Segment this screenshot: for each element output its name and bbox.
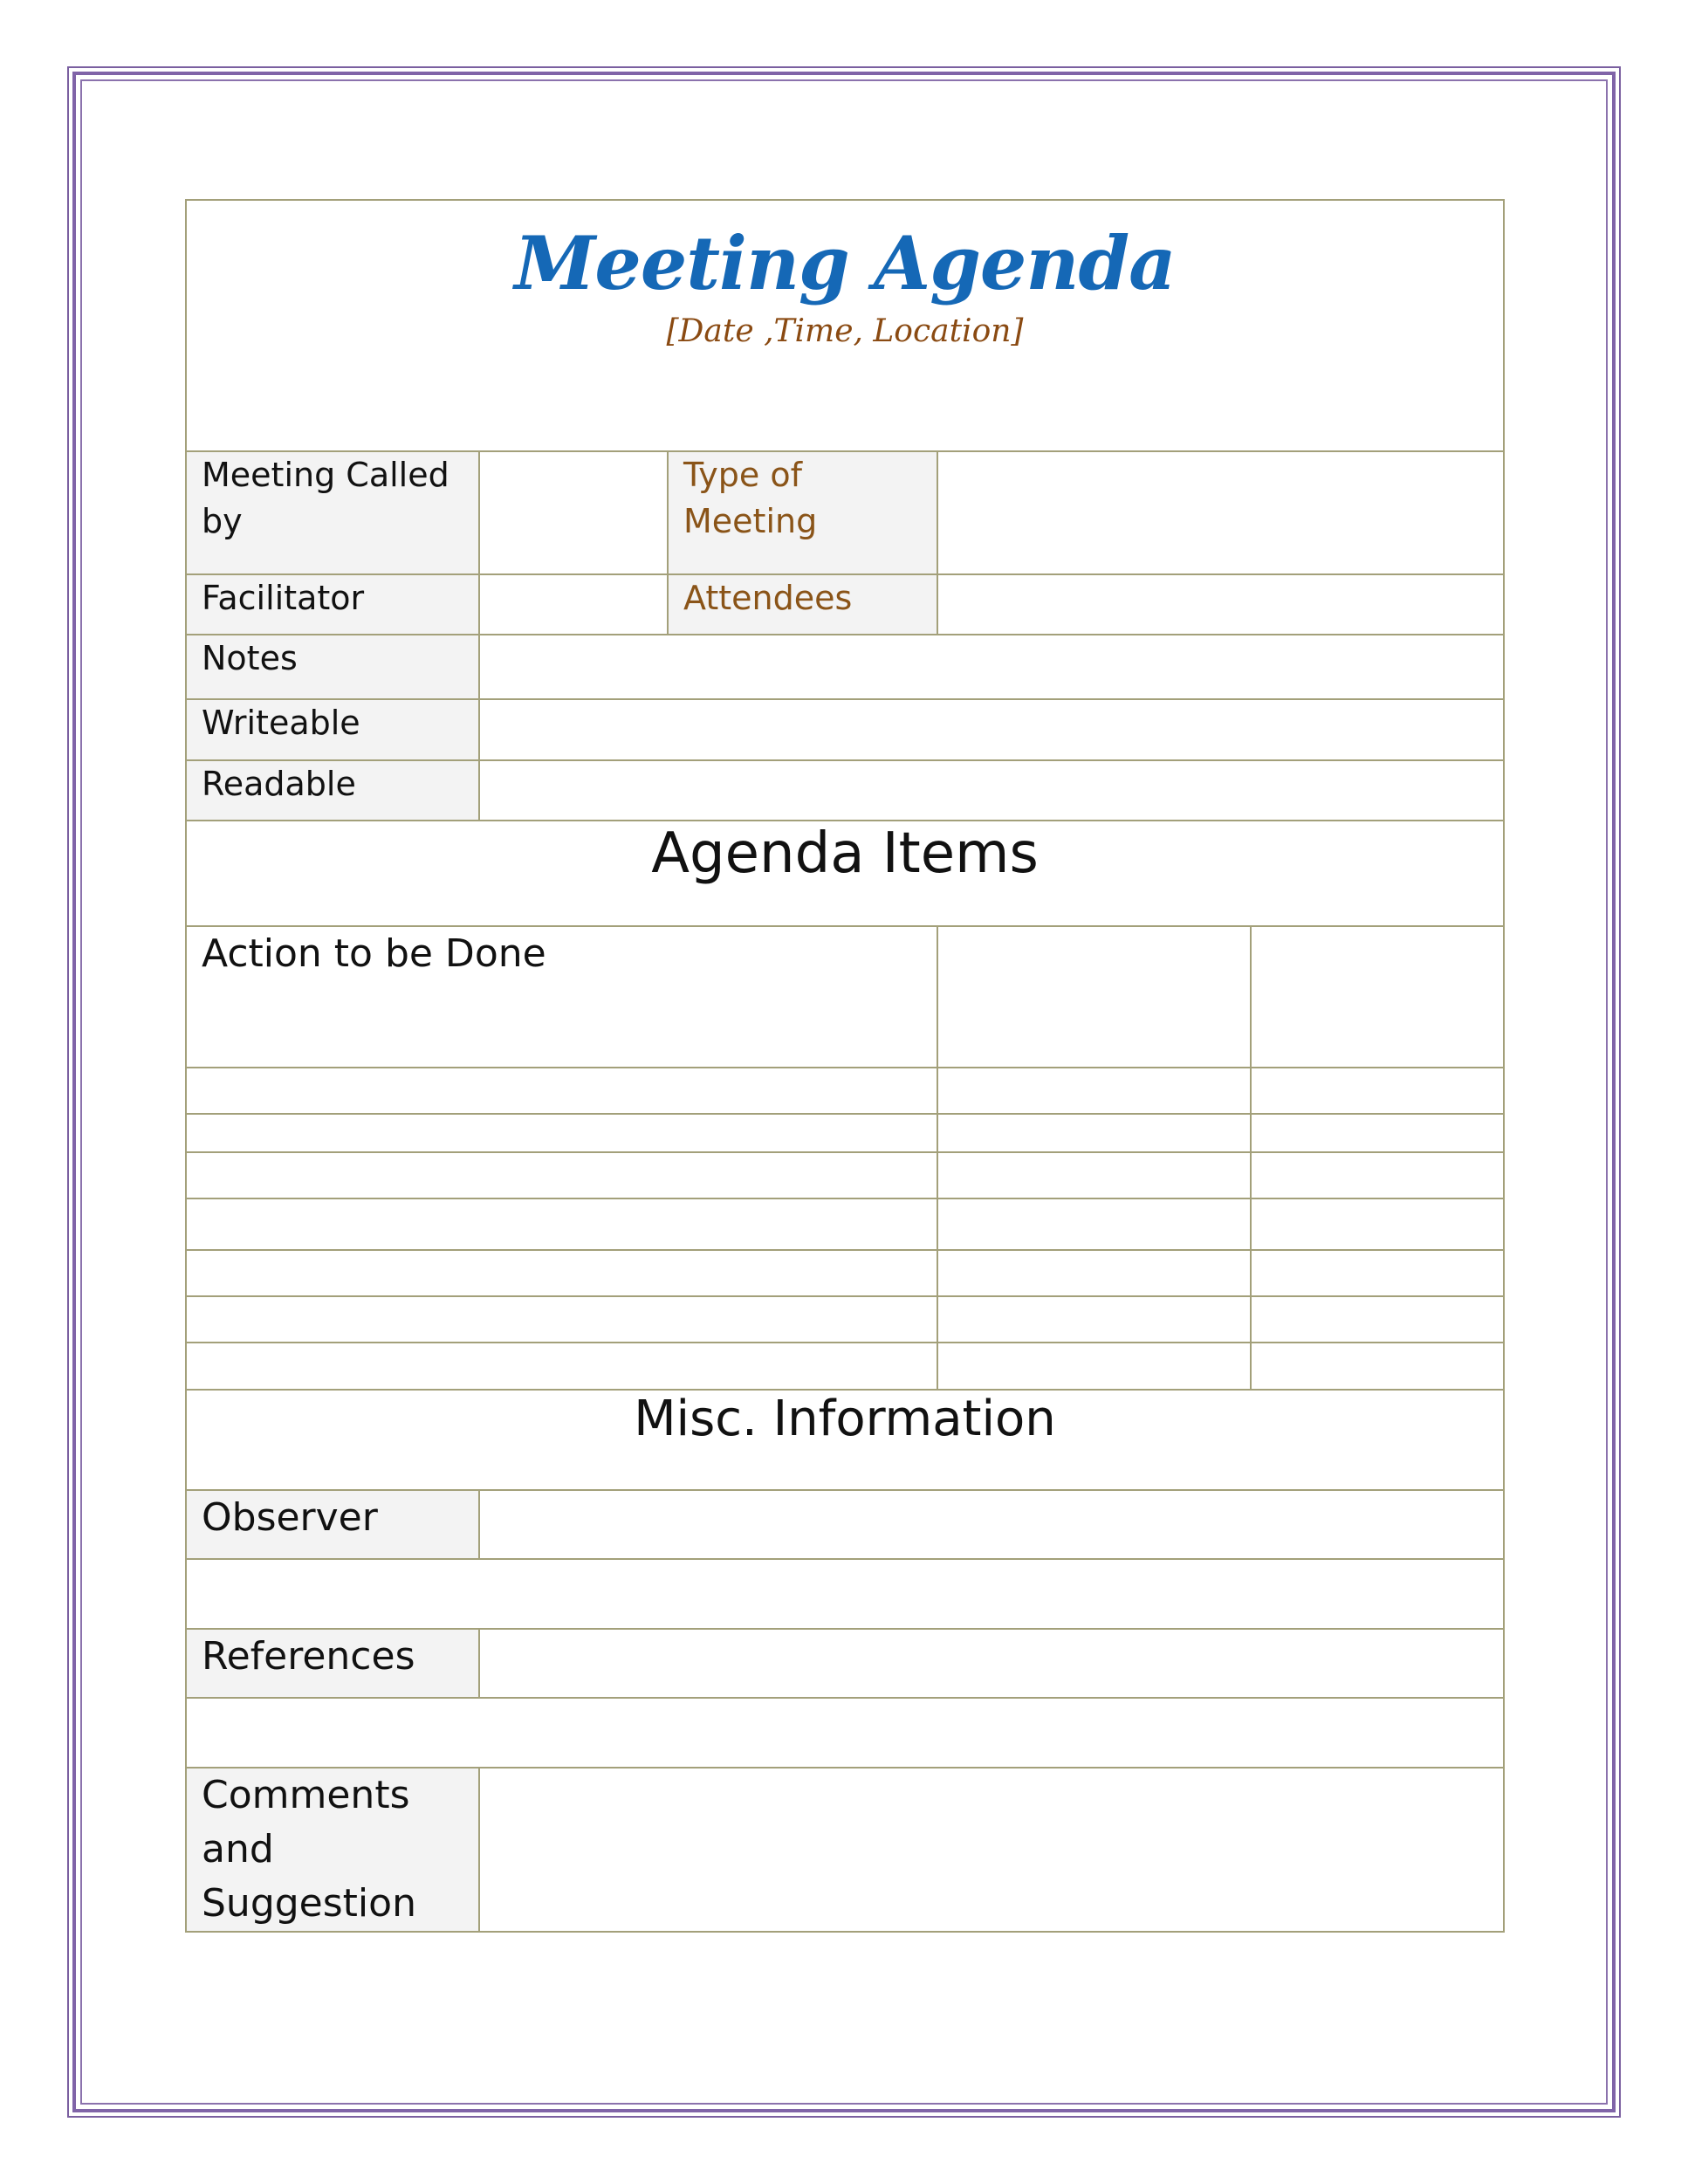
agenda-row-col2-field[interactable] [937,1250,1251,1296]
readable-field[interactable] [479,760,1504,821]
agenda-row-action-field[interactable] [186,1114,937,1152]
comments-and-suggestion-field[interactable] [479,1768,1504,1932]
agenda-row-action-field[interactable] [186,1296,937,1343]
agenda-row-col2-field[interactable] [937,1152,1251,1198]
facilitator-field[interactable] [479,574,668,635]
agenda-row-action-field[interactable] [186,1068,937,1114]
readable-label: Readable [186,760,479,821]
agenda-row-action-field[interactable] [186,1343,937,1390]
agenda-row-col2-field[interactable] [937,1114,1251,1152]
agenda-row-col3-field[interactable] [1251,1068,1504,1114]
document-subtitle: [Date ,Time, Location] [666,313,1024,349]
agenda-table [185,199,1505,1933]
writeable-field[interactable] [479,699,1504,760]
observer-label: Observer [186,1490,479,1559]
references-label: References [186,1629,479,1698]
agenda-row [186,1296,1504,1343]
agenda-row [186,1343,1504,1390]
references-notes-field[interactable] [186,1698,1504,1768]
agenda-header-col3[interactable] [1251,926,1504,1068]
agenda-row-col3-field[interactable] [1251,1152,1504,1198]
meeting-called-by-field[interactable] [479,451,668,574]
type-of-meeting-field[interactable] [937,451,1504,574]
agenda-row-col2-field[interactable] [937,1198,1251,1250]
agenda-header-col2[interactable] [937,926,1251,1068]
meeting-called-by-label: Meeting Called by [186,451,479,574]
agenda-row [186,1068,1504,1114]
agenda-row-col3-field[interactable] [1251,1296,1504,1343]
observer-field[interactable] [479,1490,1504,1559]
writeable-label: Writeable [186,699,479,760]
agenda-row-col3-field[interactable] [1251,1114,1504,1152]
agenda-row-col3-field[interactable] [1251,1198,1504,1250]
agenda-row-col2-field[interactable] [937,1068,1251,1114]
references-field[interactable] [479,1629,1504,1698]
document-header [186,200,1504,451]
attendees-label: Attendees [668,574,937,635]
agenda-row-col3-field[interactable] [1251,1343,1504,1390]
notes-label: Notes [186,635,479,699]
facilitator-label: Facilitator [186,574,479,635]
comments-and-suggestion-label: Comments and Suggestion [186,1768,479,1932]
notes-field[interactable] [479,635,1504,699]
action-to-be-done-label: Action to be Done [186,926,937,1068]
observer-notes-field[interactable] [186,1559,1504,1629]
agenda-row-action-field[interactable] [186,1250,937,1296]
agenda-row-action-field[interactable] [186,1198,937,1250]
agenda-row [186,1198,1504,1250]
agenda-row [186,1152,1504,1198]
agenda-items-heading: Agenda Items [186,821,1504,926]
attendees-field[interactable] [937,574,1504,635]
misc-information-heading: Misc. Information [186,1390,1504,1490]
type-of-meeting-label: Type of Meeting [668,451,937,574]
document-title: Meeting Agenda [514,220,1176,306]
agenda-row [186,1114,1504,1152]
agenda-row [186,1250,1504,1296]
agenda-row-col2-field[interactable] [937,1343,1251,1390]
agenda-row-col2-field[interactable] [937,1296,1251,1343]
agenda-row-col3-field[interactable] [1251,1250,1504,1296]
agenda-row-action-field[interactable] [186,1152,937,1198]
